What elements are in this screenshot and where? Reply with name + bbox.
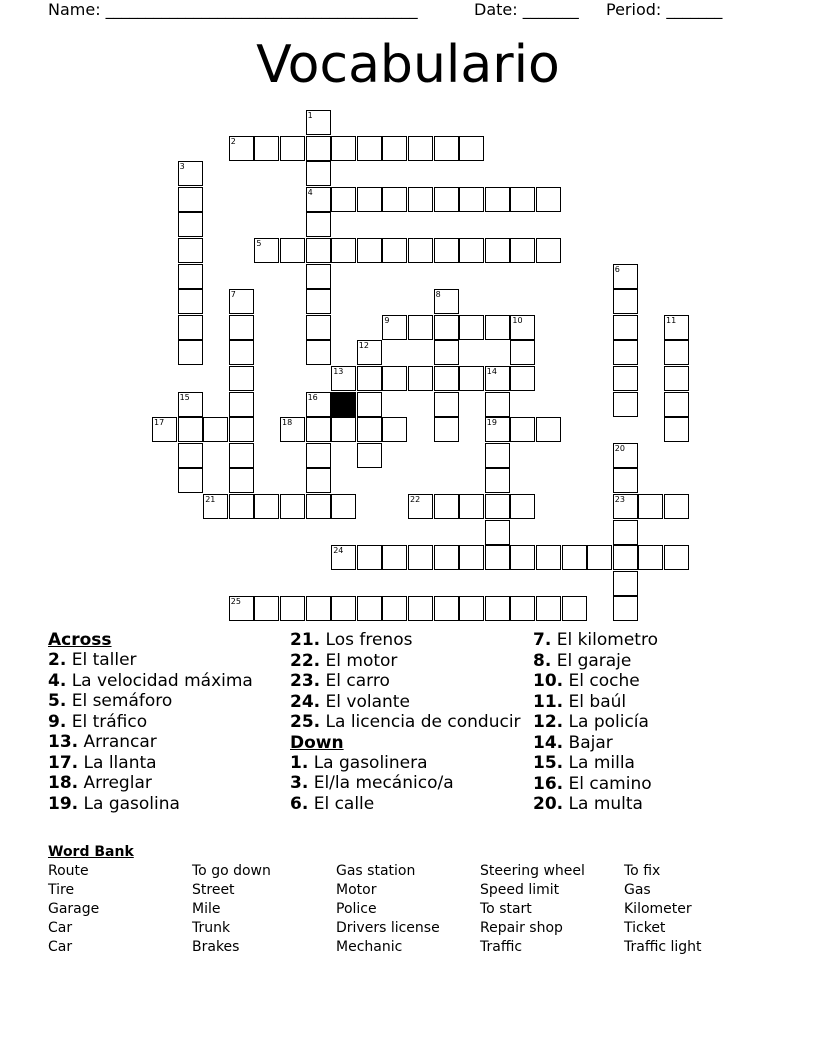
- crossword-cell[interactable]: [178, 417, 203, 442]
- word-bank-item: Car: [48, 939, 73, 955]
- crossword-cell[interactable]: [459, 366, 484, 391]
- word-bank-item: To fix: [624, 863, 661, 879]
- across-heading: Across: [48, 630, 112, 650]
- clue-down-16: 16. El camino: [533, 773, 652, 794]
- crossword-cell[interactable]: [485, 520, 510, 545]
- word-bank-column-3: [336, 862, 440, 957]
- crossword-cell[interactable]: [587, 545, 612, 570]
- clue-number-19: 19: [486, 418, 497, 428]
- crossword-cell[interactable]: [280, 136, 305, 161]
- crossword-cell[interactable]: [382, 545, 407, 570]
- clue-down-1: 1. La gasolinera: [290, 752, 428, 773]
- crossword-cell[interactable]: [178, 468, 203, 493]
- crossword-cell[interactable]: [331, 545, 356, 570]
- crossword-cell[interactable]: [613, 264, 638, 289]
- crossword-cell[interactable]: [510, 238, 535, 263]
- word-bank-item: Gas: [624, 882, 651, 898]
- clue-number-24: 24: [333, 546, 344, 556]
- clue-number-5: 5: [256, 239, 262, 248]
- crossword-cell[interactable]: [229, 289, 254, 314]
- crossword-cell[interactable]: [536, 417, 561, 442]
- crossword-cell[interactable]: [306, 315, 331, 340]
- word-bank-column-5: [624, 862, 702, 957]
- crossword-cell[interactable]: [306, 289, 331, 314]
- crossword-cell[interactable]: [382, 366, 407, 391]
- crossword-cell[interactable]: [229, 366, 254, 391]
- clue-down-8: 8. El garaje: [533, 650, 632, 671]
- crossword-cell[interactable]: [434, 340, 459, 365]
- crossword-cell[interactable]: [306, 468, 331, 493]
- name-field[interactable]: Name: _______________________________________: [48, 0, 418, 19]
- crossword-cell[interactable]: [613, 443, 638, 468]
- crossword-cell[interactable]: [178, 443, 203, 468]
- word-bank-item: Traffic light: [624, 939, 702, 955]
- crossword-cell[interactable]: [510, 187, 535, 212]
- crossword-cell[interactable]: [178, 238, 203, 263]
- crossword-cell[interactable]: [459, 545, 484, 570]
- clue-across-22: 22. El motor: [290, 650, 398, 671]
- crossword-cell[interactable]: [536, 187, 561, 212]
- clue-number-14: 14: [486, 367, 497, 376]
- clue-across-9: 9. El tráfico: [48, 711, 148, 732]
- word-bank-item: Ticket: [624, 920, 666, 936]
- crossword-cell[interactable]: [434, 315, 459, 340]
- crossword-cell[interactable]: [203, 494, 228, 519]
- crossword-cell[interactable]: [382, 136, 407, 161]
- word-bank-item: Motor: [336, 882, 377, 898]
- crossword-cell[interactable]: [664, 545, 689, 570]
- crossword-cell[interactable]: [408, 494, 433, 519]
- crossword-cell[interactable]: [434, 392, 459, 417]
- crossword-cell[interactable]: [408, 366, 433, 391]
- crossword-cell[interactable]: [306, 136, 331, 161]
- crossword-cell[interactable]: [254, 136, 279, 161]
- crossword-cell[interactable]: [331, 417, 356, 442]
- crossword-cell[interactable]: [408, 187, 433, 212]
- word-bank-item: Gas station: [336, 863, 416, 879]
- crossword-cell[interactable]: [459, 315, 484, 340]
- crossword-cell[interactable]: [434, 417, 459, 442]
- clue-down-15: 15. La milla: [533, 753, 635, 773]
- crossword-cell[interactable]: [638, 494, 663, 519]
- clue-number-15: 15: [179, 392, 190, 402]
- word-bank-item: Traffic: [480, 939, 523, 955]
- clue-across-24: 24. El volante: [290, 691, 410, 712]
- crossword-cell[interactable]: [254, 596, 279, 621]
- crossword-cell[interactable]: [408, 136, 433, 161]
- crossword-cell[interactable]: [434, 545, 459, 570]
- crossword-cell[interactable]: [434, 366, 459, 391]
- clue-number-6: 6: [614, 264, 620, 274]
- crossword-cell[interactable]: [613, 340, 638, 365]
- crossword-cell[interactable]: [434, 136, 459, 161]
- word-bank-item: Drivers license: [336, 920, 440, 936]
- crossword-cell[interactable]: [613, 545, 638, 570]
- crossword-cell[interactable]: [434, 289, 459, 314]
- word-bank-column-1: [48, 862, 99, 957]
- clue-across-2: 2. El taller: [48, 650, 137, 670]
- crossword-cell[interactable]: [178, 340, 203, 365]
- crossword-cell[interactable]: [357, 596, 382, 621]
- word-bank-item: Tire: [48, 882, 75, 898]
- word-bank-item: Street: [192, 882, 235, 898]
- crossword-cell[interactable]: [306, 110, 331, 135]
- crossword-cell[interactable]: [306, 238, 331, 263]
- clue-down-11: 11. El baúl: [533, 691, 627, 712]
- clue-number-9: 9: [384, 315, 390, 325]
- clue-across-13: 13. Arrancar: [48, 732, 157, 752]
- crossword-cell[interactable]: [229, 494, 254, 519]
- crossword-cell[interactable]: [459, 238, 484, 263]
- word-bank-item: Trunk: [192, 920, 231, 936]
- clue-number-4: 4: [307, 187, 313, 197]
- crossword-cell[interactable]: [331, 494, 356, 519]
- crossword-cell[interactable]: [178, 161, 203, 186]
- word-bank-item: To start: [480, 901, 532, 917]
- clues-column-1: [48, 630, 288, 814]
- crossword-cell[interactable]: [434, 494, 459, 519]
- crossword-cell[interactable]: [178, 315, 203, 340]
- word-bank-item: Police: [336, 901, 377, 917]
- clue-number-10: 10: [512, 315, 523, 325]
- crossword-cell[interactable]: [434, 187, 459, 212]
- clue-number-13: 13: [333, 367, 344, 376]
- clue-number-7: 7: [230, 290, 236, 300]
- clue-down-7: 7. El kilometro: [533, 630, 658, 650]
- word-bank-item: Repair shop: [480, 920, 563, 936]
- crossword-cell[interactable]: [613, 366, 638, 391]
- crossword-cell[interactable]: [485, 417, 510, 442]
- word-bank-item: Steering wheel: [480, 863, 585, 879]
- crossword-cell[interactable]: [382, 596, 407, 621]
- crossword-cell[interactable]: [664, 315, 689, 340]
- crossword-cell[interactable]: [485, 187, 510, 212]
- crossword-cell[interactable]: [357, 340, 382, 365]
- crossword-cell[interactable]: [459, 136, 484, 161]
- crossword-cell[interactable]: [357, 545, 382, 570]
- crossword-cell[interactable]: [485, 596, 510, 621]
- crossword-cell[interactable]: [357, 366, 382, 391]
- word-bank-item: Route: [48, 863, 89, 879]
- clue-number-17: 17: [154, 418, 165, 428]
- crossword-cell[interactable]: [485, 545, 510, 570]
- crossword-cell[interactable]: [510, 366, 535, 391]
- crossword-cell[interactable]: [613, 289, 638, 314]
- clue-down-3: 3. El/la mecánico/a: [290, 773, 454, 793]
- clue-number-25: 25: [230, 597, 241, 607]
- crossword-cell[interactable]: [357, 417, 382, 442]
- crossword-cell[interactable]: [664, 494, 689, 519]
- crossword-cell[interactable]: [229, 315, 254, 340]
- crossword-cell[interactable]: [357, 187, 382, 212]
- crossword-cell[interactable]: [613, 520, 638, 545]
- period-field[interactable]: Period: _______: [606, 0, 723, 19]
- crossword-cell[interactable]: [459, 494, 484, 519]
- crossword-cell[interactable]: [178, 212, 203, 237]
- crossword-cell[interactable]: [485, 238, 510, 263]
- crossword-cell[interactable]: [229, 392, 254, 417]
- word-bank-item: Kilometer: [624, 901, 692, 917]
- crossword-cell[interactable]: [306, 596, 331, 621]
- crossword-cell[interactable]: [485, 392, 510, 417]
- crossword-cell[interactable]: [331, 187, 356, 212]
- clue-number-12: 12: [358, 341, 369, 351]
- word-bank-item: Mile: [192, 901, 221, 917]
- down-heading: Down: [290, 732, 344, 753]
- crossword-cell[interactable]: [485, 468, 510, 493]
- crossword-cell[interactable]: [485, 366, 510, 391]
- clue-across-23: 23. El carro: [290, 671, 390, 691]
- crossword-cell[interactable]: [485, 494, 510, 519]
- crossword-cell[interactable]: [306, 417, 331, 442]
- word-bank-column-4: [480, 862, 585, 957]
- crossword-cell[interactable]: [638, 545, 663, 570]
- crossword-cell[interactable]: [306, 494, 331, 519]
- clue-number-23: 23: [614, 495, 625, 504]
- crossword-cell[interactable]: [510, 494, 535, 519]
- crossword-cell[interactable]: [178, 289, 203, 314]
- clue-number-3: 3: [179, 162, 185, 172]
- crossword-cell[interactable]: [306, 340, 331, 365]
- crossword-cell[interactable]: [280, 238, 305, 263]
- crossword-cell[interactable]: [382, 238, 407, 263]
- clue-number-1: 1: [307, 111, 313, 120]
- clues-column-2: [290, 630, 530, 814]
- crossword-cell[interactable]: [280, 417, 305, 442]
- clue-across-17: 17. La llanta: [48, 752, 157, 773]
- crossword-cell[interactable]: [229, 468, 254, 493]
- crossword-cell[interactable]: [229, 417, 254, 442]
- crossword-cell[interactable]: [459, 596, 484, 621]
- crossword-cell[interactable]: [510, 340, 535, 365]
- clue-across-25: 25. La licencia de conducir: [290, 712, 521, 732]
- crossword-cell[interactable]: [254, 494, 279, 519]
- clue-across-19: 19. La gasolina: [48, 793, 180, 814]
- crossword-cell[interactable]: [357, 443, 382, 468]
- crossword-cell[interactable]: [664, 417, 689, 442]
- crossword-cell[interactable]: [306, 264, 331, 289]
- clue-across-21: 21. Los frenos: [290, 630, 413, 650]
- crossword-cell[interactable]: [331, 136, 356, 161]
- crossword-cell[interactable]: [331, 596, 356, 621]
- crossword-cell[interactable]: [536, 545, 561, 570]
- clues-column-3: [533, 630, 773, 815]
- crossword-cell[interactable]: [613, 596, 638, 621]
- crossword-cell[interactable]: [536, 596, 561, 621]
- clue-across-18: 18. Arreglar: [48, 773, 152, 793]
- clue-number-2: 2: [230, 136, 236, 146]
- crossword-cell[interactable]: [229, 443, 254, 468]
- crossword-cell[interactable]: [280, 596, 305, 621]
- crossword-cell[interactable]: [178, 264, 203, 289]
- crossword-cell[interactable]: [331, 238, 356, 263]
- crossword-cell[interactable]: [306, 443, 331, 468]
- clue-number-20: 20: [614, 443, 625, 453]
- crossword-cell[interactable]: [306, 161, 331, 186]
- clue-down-20: 20. La multa: [533, 794, 643, 814]
- crossword-cell[interactable]: [203, 417, 228, 442]
- crossword-cell[interactable]: [664, 340, 689, 365]
- crossword-cell[interactable]: [357, 392, 382, 417]
- crossword-cell[interactable]: [664, 392, 689, 417]
- crossword-cell[interactable]: [254, 238, 279, 263]
- crossword-cell[interactable]: [613, 494, 638, 519]
- crossword-cell[interactable]: [408, 545, 433, 570]
- page-title: Vocabulario: [256, 35, 560, 95]
- date-field[interactable]: Date: _______: [474, 0, 579, 19]
- crossword-cell[interactable]: [306, 187, 331, 212]
- word-bank-item: Brakes: [192, 939, 240, 955]
- crossword-cell[interactable]: [229, 596, 254, 621]
- crossword-cell[interactable]: [152, 417, 177, 442]
- crossword-cell[interactable]: [408, 315, 433, 340]
- crossword-cell[interactable]: [485, 443, 510, 468]
- crossword-cell[interactable]: [510, 545, 535, 570]
- crossword-cell[interactable]: [357, 136, 382, 161]
- word-bank-item: To go down: [192, 863, 271, 879]
- crossword-cell[interactable]: [229, 340, 254, 365]
- crossword-cell[interactable]: [613, 468, 638, 493]
- crossword-cell[interactable]: [178, 187, 203, 212]
- crossword-cell[interactable]: [485, 315, 510, 340]
- crossword-cell[interactable]: [306, 212, 331, 237]
- word-bank-item: Car: [48, 920, 73, 936]
- crossword-cell[interactable]: [613, 571, 638, 596]
- crossword-cell[interactable]: [510, 315, 535, 340]
- crossword-cell[interactable]: [357, 238, 382, 263]
- crossword-cell[interactable]: [613, 315, 638, 340]
- crossword-cell[interactable]: [664, 366, 689, 391]
- crossword-cell[interactable]: [434, 596, 459, 621]
- clue-down-6: 6. El calle: [290, 793, 375, 814]
- clue-across-4: 4. La velocidad máxima: [48, 670, 253, 691]
- clue-across-5: 5. El semáforo: [48, 691, 173, 711]
- word-bank-item: Speed limit: [480, 882, 560, 898]
- word-bank-column-2: [192, 862, 271, 957]
- crossword-block: [331, 392, 356, 417]
- word-bank-title: Word Bank: [48, 844, 134, 860]
- crossword-cell[interactable]: [280, 494, 305, 519]
- word-bank-item: Garage: [48, 901, 100, 917]
- crossword-cell[interactable]: [382, 417, 407, 442]
- clue-down-14: 14. Bajar: [533, 732, 613, 753]
- crossword-cell[interactable]: [510, 417, 535, 442]
- crossword-cell[interactable]: [536, 238, 561, 263]
- crossword-cell[interactable]: [306, 392, 331, 417]
- clue-number-22: 22: [410, 495, 421, 504]
- clue-number-18: 18: [282, 418, 293, 428]
- crossword-cell[interactable]: [229, 136, 254, 161]
- clue-down-10: 10. El coche: [533, 671, 640, 691]
- clue-number-11: 11: [666, 315, 677, 325]
- crossword-cell[interactable]: [382, 187, 407, 212]
- crossword-cell[interactable]: [459, 187, 484, 212]
- crossword-cell[interactable]: [178, 392, 203, 417]
- crossword-cell[interactable]: [613, 392, 638, 417]
- crossword-cell[interactable]: [331, 366, 356, 391]
- crossword-cell[interactable]: [562, 596, 587, 621]
- crossword-cell[interactable]: [408, 238, 433, 263]
- crossword-cell[interactable]: [408, 596, 433, 621]
- clue-number-8: 8: [435, 290, 441, 300]
- crossword-cell[interactable]: [510, 596, 535, 621]
- crossword-cell[interactable]: [382, 315, 407, 340]
- clue-number-21: 21: [205, 495, 216, 504]
- clue-down-12: 12. La policía: [533, 712, 649, 732]
- clue-number-16: 16: [307, 392, 318, 402]
- crossword-cell[interactable]: [434, 238, 459, 263]
- crossword-cell[interactable]: [562, 545, 587, 570]
- word-bank-item: Mechanic: [336, 939, 403, 955]
